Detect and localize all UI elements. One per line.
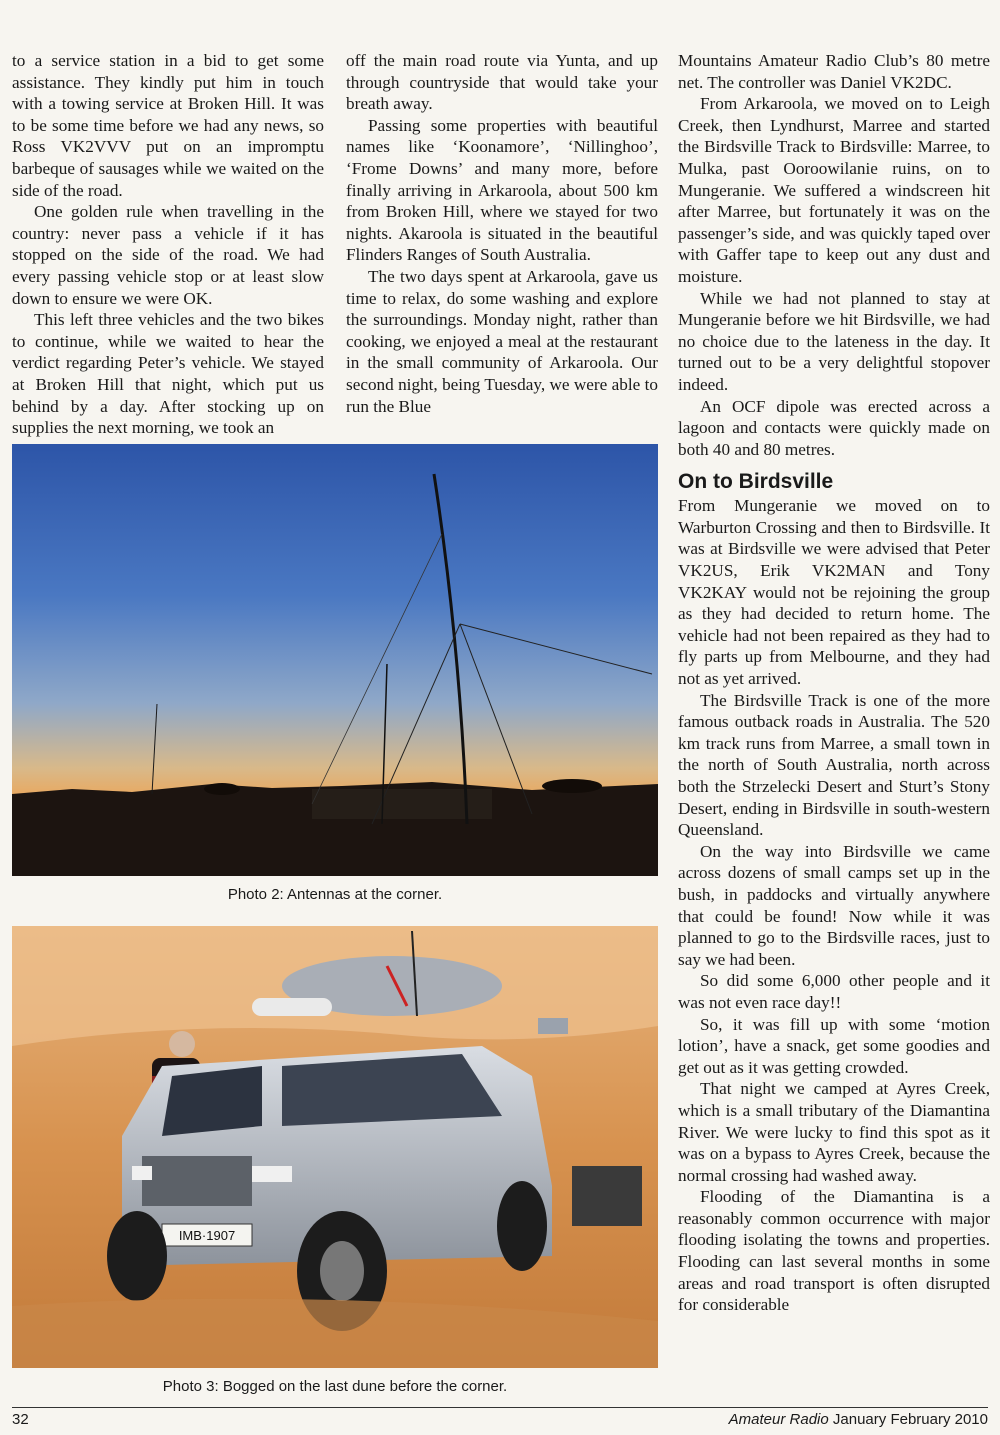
page-number: 32 [12,1411,29,1428]
trailer-gear [572,1166,642,1226]
magazine-name: Amateur Radio [728,1411,829,1428]
paragraph: One golden rule when travelling in the country: never pass a vehicle if it has stopped on the side of the road. We had every passing vehicle stop or at least slow down to ensure we were OK. [12,202,324,308]
front-grille [142,1156,252,1206]
photo-antennas-at-dusk [12,444,658,876]
bogged-vehicle-illustration [12,926,658,1368]
roof-rack-tube [252,998,332,1016]
paragraph: This left three vehicles and the two bikes to continue, while we waited to hear the verdict regarding Peter’s vehicle. We stayed at Broken Hill that night, which put us behind by a day. After stocking up on supplies the next morning, we took an [12,310,324,438]
distant-vehicle [538,1018,568,1034]
bush [542,779,602,793]
photo-2-caption: Photo 2: Antennas at the corner. [227,886,443,903]
person-head [169,1031,195,1057]
bush [204,783,240,795]
paragraph: While we had not planned to stay at Mungeranie before we hit Birdsville, we had no choice due to the lateness in the day. It turned out to be a very delightful stopover indeed. [678,288,990,394]
column-3 [678,50,990,1316]
front-left-wheel [107,1211,167,1301]
paragraph: The two days spent at Arkaroola, gave us time to relax, do some washing and explore the surroundings. Monday night, rather than cooking, we enjoyed a meal at the restaurant in the small community of Arkaroola. Our second night, being Tuesday, we were able to run the Blue [346,266,658,416]
section-heading: On to Birdsville [678,470,834,494]
paragraph: On the way into Birdsville we came across dozens of small camps set up in the bush, in paddocks and virtually anywhere that could be found! Now while it was planned to go to the Birdsville races, just to say we had been. [678,841,990,969]
number-plate-text: IMB·1907 [178,1228,236,1243]
paragraph: Passing some properties with beautiful names like ‘Koonamore’, ‘Nillinghoo’, ‘Frome Downs’ and many more, before finally arriving in Arkaroola, about 500 km from Broken Hill, where we stayed for two nights. Akaroola is situated in the beautiful Flinders Ranges of South Australia. [346,115,658,265]
photo-3-caption: Photo 3: Bogged on the last dune before the corner. [162,1378,508,1395]
paragraph: That night we camped at Ayres Creek, which is a small tributary of the Diamantina River. We were lucky to find this spot as it was on a bypass to Ayres Creek, because the normal crossing had washed away. [678,1079,990,1185]
paragraph: So, it was fill up with some ‘motion lotion’, have a snack, get some goodies and get out as it was getting crowded. [678,1014,990,1077]
paragraph: So did some 6,000 other people and it was not even race day!! [678,971,990,1012]
footer-rule [12,1407,988,1408]
wheel-hub [320,1241,364,1301]
headlight [252,1166,292,1182]
issue-date: January February 2010 [832,1411,988,1428]
rear-wheel [497,1181,547,1271]
windscreen [162,1066,262,1136]
paragraph: From Arkaroola, we moved on to Leigh Creek, then Lyndhurst, Marree and started the Birdsville Track to Birdsville: Marree, to Mulka, past Ooroowilanie ruins, on to Mungeranie. We suffered a windscreen hit after Marree, but fortunately it was on the passenger’s side, and was quickly taped over with Gaffer tape to keep out any dust and moisture. [678,94,990,286]
paragraph: Mountains Amateur Radio Club’s 80 metre net. The controller was Daniel VK2DC. [678,51,990,92]
publication-info [729,1411,988,1429]
paragraph: The Birdsville Track is one of the more famous outback roads in Australia. The 520 km track runs from Marree, a small town in the north of South Australia, north across both the Strzelecki Desert and Sturt’s Stony Desert, ending in Birdsville in south-western Queensland. [678,690,990,840]
antennas-illustration [12,444,658,876]
column-2 [346,50,658,417]
paragraph: From Mungeranie we moved on to Warburton Crossing and then to Birdsville. It was at Birdsville we were advised that Peter VK2US, Erik VK2MAN and Tony VK2KAY would not be rejoining the group as they had decided to return home. The vehicle had not been repaired as they had to fly parts up from Melbourne, and they had not as yet arrived. [678,496,990,689]
column-1 [12,50,324,439]
headlight [132,1166,152,1180]
paragraph: to a service station in a bid to get some assistance. They kindly put him in touch with a towing service at Broken Hill. It was to be some time before we had any news, so Ross VK2VVV put on an impromptu barbeque of sausages while we waited on the side of the road. [12,51,324,200]
paragraph: An OCF dipole was erected across a lagoon and contacts were quickly made on both 40 and 80 metres. [678,396,990,459]
paragraph: Flooding of the Diamantina is a reasonably common occurrence with major flooding isolating the towns and properties. Flooding can last several months in some areas and road transport is often disrupted for considerable [678,1187,990,1315]
photo-bogged-vehicle [12,926,658,1368]
paragraph: off the main road route via Yunta, and up through countryside that would take your breath away. [346,51,658,114]
